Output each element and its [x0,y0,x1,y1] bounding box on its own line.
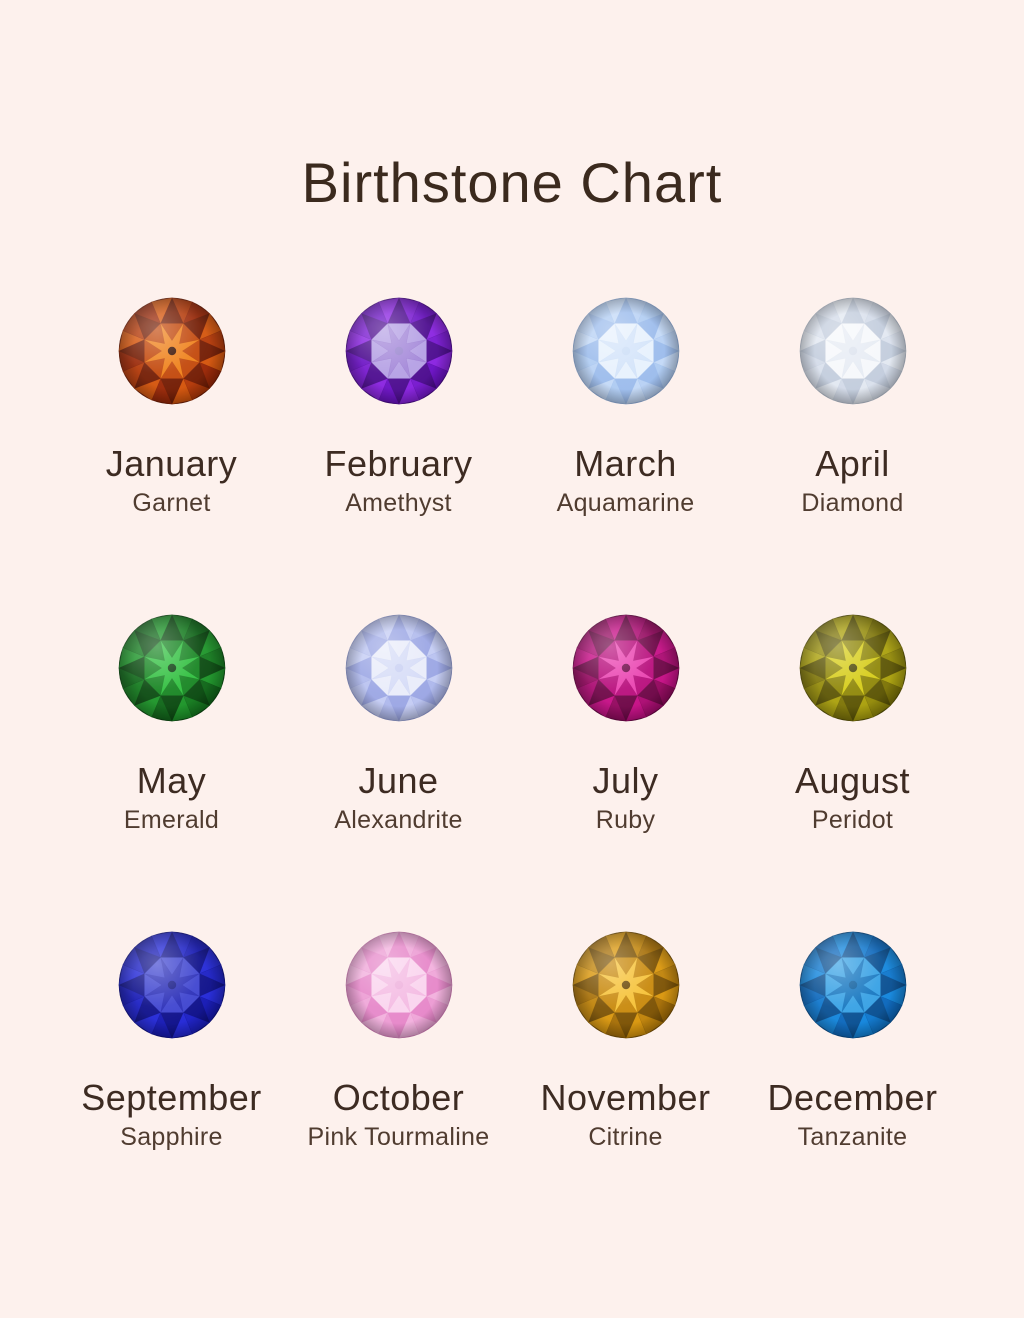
birthstone-cell [739,612,966,835]
stone-label: Garnet [132,488,211,517]
birthstone-cell [512,612,739,835]
stone-label: Pink Tourmaline [307,1123,490,1152]
gemstone-icon [116,612,228,724]
page-title: Birthstone Chart [301,150,723,214]
birthstone-cell [512,295,739,518]
gemstone-icon [116,295,228,407]
birthstone-cell [285,295,512,518]
month-label: June [358,759,439,801]
month-label: March [574,442,677,484]
gemstone-icon [343,295,455,407]
stone-label: Emerald [123,806,220,835]
stone-label: Citrine [588,1123,663,1152]
birthstone-cell [58,929,285,1152]
month-label: May [136,759,207,801]
gemstone-icon [570,929,682,1041]
birthstone-cell [739,295,966,518]
gemstone-icon [797,612,909,724]
stone-label: Sapphire [120,1123,223,1152]
stone-label: Alexandrite [334,806,463,835]
birthstone-cell [58,295,285,518]
gemstone-icon [116,929,228,1041]
stone-label: Amethyst [345,488,452,517]
birthstone-cell [512,929,739,1152]
birthstone-cell [285,612,512,835]
month-label: August [794,759,911,801]
gemstone-icon [797,295,909,407]
gemstone-icon [570,612,682,724]
stone-label: Aquamarine [556,488,695,517]
month-label: December [767,1076,938,1118]
stone-label: Ruby [595,806,656,835]
month-label: September [81,1076,262,1118]
month-label: April [815,442,890,484]
gemstone-icon [343,612,455,724]
stone-label: Peridot [811,806,894,835]
month-label: July [592,759,659,801]
month-label: January [105,442,238,484]
birthstone-cell [739,929,966,1152]
stone-label: Diamond [801,488,904,517]
gemstone-icon [343,929,455,1041]
gemstone-icon [797,929,909,1041]
stone-label: Tanzanite [797,1123,908,1152]
gemstone-icon [570,295,682,407]
birthstone-cell [58,612,285,835]
month-label: February [324,442,473,484]
birthstone-grid [0,295,1024,1152]
month-label: November [540,1076,711,1118]
month-label: October [332,1076,465,1118]
birthstone-cell [285,929,512,1152]
